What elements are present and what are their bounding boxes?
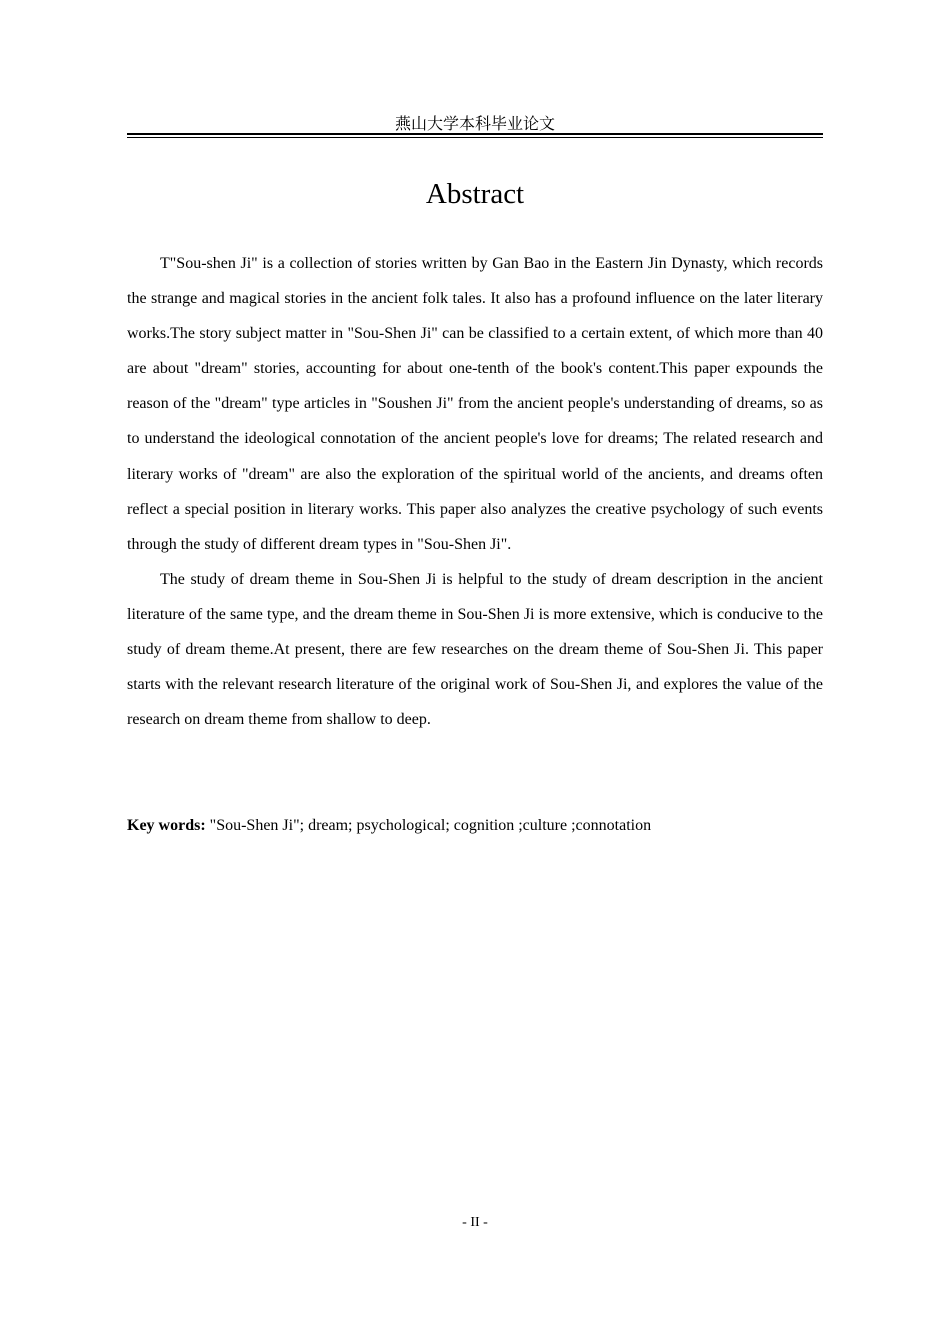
- keywords-text: "Sou-Shen Ji"; dream; psychological; cognition ;culture ;connotation: [205, 817, 652, 834]
- keywords-label: Key words:: [127, 817, 206, 834]
- abstract-body: [127, 246, 823, 737]
- page-number: - II -: [462, 1215, 488, 1230]
- abstract-paragraph-1: T"Sou-shen Ji" is a collection of stories written by Gan Bao in the Eastern Jin Dynasty, which records the strange and magical stories in the ancient folk tales. It also has a profound influence on the later literary works.The story subject matter in "Sou-Shen Ji" can be classified to a certain extent, of which more than 40 are about "dream" stories, accounting for about one-tenth of the book's content.This paper expounds the reason of the "dream" type articles in "Soushen Ji" from the ancient people's understanding of dreams, so as to understand the ideological connotation of the ancient people's love for dreams; The related research and literary works of "dream" are also the exploration of the spiritual world of the ancients, and dreams often reflect a special position in literary works. This paper also analyzes the creative psychology of such events through the study of different dream types in "Sou-Shen Ji".: [127, 255, 823, 553]
- keywords-line: [127, 814, 823, 838]
- running-header: 燕山大学本科毕业论文: [394, 114, 555, 133]
- header-divider: [127, 133, 823, 138]
- abstract-heading: Abstract: [425, 178, 525, 210]
- abstract-paragraph-2: The study of dream theme in Sou-Shen Ji is helpful to the study of dream description in the ancient literature of the same type, and the dream theme in Sou-Shen Ji is more extensive, which is conducive to the study of dream theme.At present, there are few researches on the dream theme of Sou-Shen Ji. This paper starts with the relevant research literature of the original work of Sou-Shen Ji, and explores the value of the research on dream theme from shallow to deep.: [127, 570, 823, 729]
